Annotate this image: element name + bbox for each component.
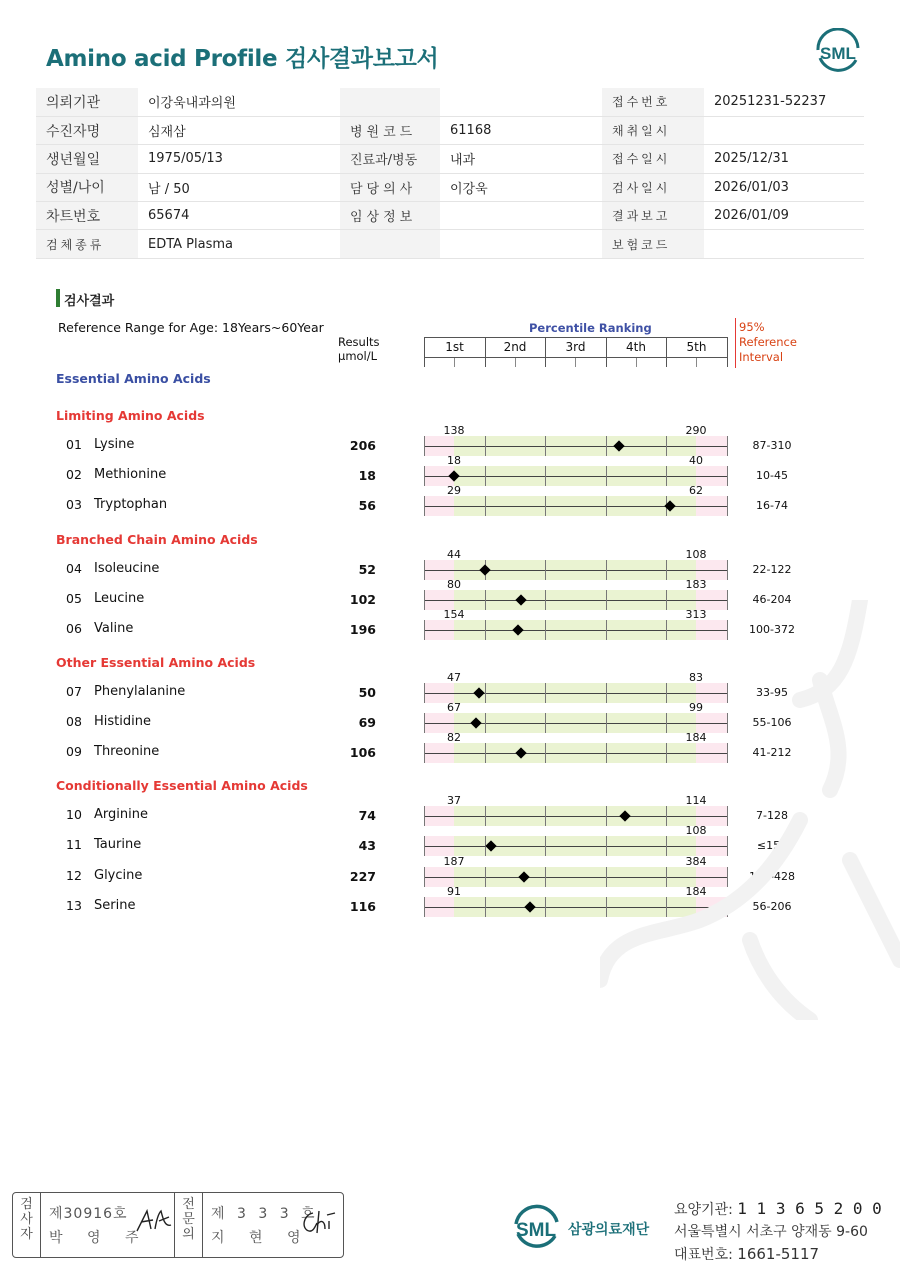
- info-row: [36, 230, 864, 258]
- sml-logo: [812, 28, 864, 76]
- specialist-cell: [203, 1193, 343, 1257]
- analyte-result: 52: [358, 562, 376, 577]
- info-label: 생년월일: [36, 145, 138, 173]
- phone-label: 대표번호:: [674, 1247, 733, 1263]
- tester-label: 검 사 자: [13, 1193, 41, 1257]
- specialist-signature: [299, 1207, 339, 1237]
- bar-tick: [606, 466, 607, 486]
- bar-tick: [424, 836, 425, 856]
- range-high-label: 108: [685, 548, 707, 561]
- phone-line: [674, 1244, 819, 1264]
- analyte-number: 10: [66, 807, 82, 822]
- analyte-result: 18: [358, 468, 376, 483]
- analyte-result: 106: [349, 745, 376, 760]
- info-value: [440, 230, 602, 258]
- axis-midtick: [575, 358, 576, 367]
- analyte-name: Serine: [94, 898, 136, 913]
- info-label: 차트번호: [36, 202, 138, 230]
- info-value: 심재삼: [138, 116, 340, 144]
- info-row: [36, 173, 864, 201]
- range-high-label: 184: [685, 885, 707, 898]
- range-low-label: 138: [443, 424, 465, 437]
- bar-tick: [424, 496, 425, 516]
- bar-tick: [727, 496, 728, 516]
- bar-tick: [424, 897, 425, 917]
- analyte-reference-interval: 22-122: [752, 563, 792, 576]
- reference-divider: [735, 318, 736, 368]
- range-high-label: 99: [689, 701, 703, 714]
- axis-midtick: [515, 358, 516, 367]
- info-value: 20251231-52237: [704, 88, 864, 116]
- bar-tick: [545, 683, 546, 703]
- axis-midtick: [636, 358, 637, 367]
- analyte-result: 227: [349, 869, 376, 884]
- analyte-name: Glycine: [94, 868, 143, 883]
- range-low-label: 67: [447, 701, 461, 714]
- ref-header-line3: Interval: [739, 350, 784, 364]
- ref-header-line1: 95%: [739, 320, 765, 334]
- percentile-bar: [424, 496, 728, 516]
- bar-tick: [606, 496, 607, 516]
- range-low-label: 82: [447, 731, 461, 744]
- info-value: 61168: [440, 116, 602, 144]
- bar-tick: [606, 560, 607, 580]
- bar-tick: [424, 436, 425, 456]
- bar-tick: [545, 836, 546, 856]
- info-label: 채취일시: [602, 116, 704, 144]
- bar-tick: [545, 743, 546, 763]
- percentile-bar: [424, 466, 728, 486]
- bar-tick: [424, 560, 425, 580]
- analyte-reference-interval: 10-45: [756, 469, 788, 482]
- analyte-number: 09: [66, 744, 82, 759]
- section-title: 검사결과: [64, 294, 115, 309]
- analyte-name: Methionine: [94, 467, 167, 482]
- analyte-result: 69: [358, 715, 376, 730]
- range-high-label: 62: [689, 484, 703, 497]
- bar-tick: [424, 683, 425, 703]
- info-value: 내과: [440, 145, 602, 173]
- bar-tick: [666, 560, 667, 580]
- reference-range-label: Reference Range for Age: 18Years~60Year: [58, 320, 324, 335]
- analyte-reference-interval: 33-95: [756, 686, 788, 699]
- bar-tick: [545, 867, 546, 887]
- sml-logo-text: SML: [820, 44, 856, 63]
- analyte-number: 12: [66, 868, 82, 883]
- bar-tick: [545, 897, 546, 917]
- results-header-line1: Results: [338, 335, 380, 349]
- results-header-line2: μmol/L: [338, 349, 378, 363]
- info-value: [440, 202, 602, 230]
- sml-footer-logo-text: SML: [515, 1220, 557, 1241]
- bar-tick: [485, 620, 486, 640]
- bar-tick: [666, 436, 667, 456]
- info-value: [704, 116, 864, 144]
- range-low-label: 91: [447, 885, 461, 898]
- analyte-reference-interval: 56-206: [752, 900, 792, 913]
- analyte-result: 74: [358, 808, 376, 823]
- analyte-name: Taurine: [94, 837, 142, 852]
- range-low-label: 154: [443, 608, 465, 621]
- info-value: [440, 88, 602, 116]
- bar-tick: [424, 590, 425, 610]
- info-label: 보험코드: [602, 230, 704, 258]
- info-label: 진료과/병동: [340, 145, 440, 173]
- info-value: 65674: [138, 202, 340, 230]
- bar-tick: [424, 867, 425, 887]
- phone-number: 1661-5117: [737, 1245, 820, 1263]
- info-value: 이강욱내과의원: [138, 88, 340, 116]
- bar-tick: [424, 806, 425, 826]
- analyte-reference-interval: 41-212: [752, 746, 792, 759]
- analyte-reference-interval: 16-74: [756, 499, 788, 512]
- range-low-label: 44: [447, 548, 461, 561]
- analyte-result: 50: [358, 685, 376, 700]
- bar-tick: [545, 496, 546, 516]
- bar-tick: [485, 897, 486, 917]
- range-low-label: 80: [447, 578, 461, 591]
- bar-tick: [485, 713, 486, 733]
- info-label: 결과보고: [602, 202, 704, 230]
- bar-midline: [424, 476, 728, 477]
- info-row: [36, 116, 864, 144]
- reference-interval-header: [739, 320, 797, 365]
- bar-midline: [424, 570, 728, 571]
- analyte-result: 102: [349, 592, 376, 607]
- bar-tick: [545, 590, 546, 610]
- group-heading: Branched Chain Amino Acids: [56, 532, 258, 547]
- bar-tick: [485, 806, 486, 826]
- bar-tick: [545, 466, 546, 486]
- sml-footer-logo: [510, 1200, 562, 1256]
- facility-number: 1 1 3 6 5 2 0 0: [737, 1199, 882, 1218]
- percentile-label: 1st: [445, 340, 464, 354]
- tester-license-no: 제30916호: [49, 1206, 128, 1222]
- range-high-label: 114: [685, 794, 707, 807]
- tester-cell: [41, 1193, 175, 1257]
- analyte-name: Leucine: [94, 591, 145, 606]
- bar-tick: [424, 743, 425, 763]
- percentile-label: 5th: [686, 340, 707, 354]
- range-high-label: 108: [685, 824, 707, 837]
- bar-tick: [666, 466, 667, 486]
- info-label: 수진자명: [36, 116, 138, 144]
- analyte-number: 04: [66, 561, 82, 576]
- bar-midline: [424, 446, 728, 447]
- bar-midline: [424, 506, 728, 507]
- tester-name: 박 영 주: [49, 1230, 149, 1246]
- bar-tick: [485, 867, 486, 887]
- analyte-reference-interval: 46-204: [752, 593, 792, 606]
- group-heading: Limiting Amino Acids: [56, 408, 205, 423]
- bar-tick: [424, 620, 425, 640]
- analyte-number: 11: [66, 837, 82, 852]
- bar-tick: [545, 436, 546, 456]
- axis-midtick: [454, 358, 455, 367]
- percentile-axis: [424, 337, 728, 369]
- analyte-reference-interval: ≤151: [756, 839, 788, 852]
- bar-tick: [545, 806, 546, 826]
- group-heading: Other Essential Amino Acids: [56, 655, 256, 670]
- percentile-bar: [424, 560, 728, 580]
- info-value: 2025/12/31: [704, 145, 864, 173]
- analyte-name: Phenylalanine: [94, 684, 186, 699]
- bar-tick: [545, 713, 546, 733]
- group-heading: Essential Amino Acids: [56, 371, 211, 386]
- analyte-number: 05: [66, 591, 82, 606]
- analyte-number: 13: [66, 898, 82, 913]
- info-value: 2026/01/03: [704, 173, 864, 201]
- organization-name: 삼광의료재단: [568, 1222, 650, 1238]
- info-label: 의뢰기관: [36, 88, 138, 116]
- bar-tick: [727, 436, 728, 456]
- bar-tick: [424, 466, 425, 486]
- analyte-name: Threonine: [94, 744, 160, 759]
- info-label: [340, 230, 440, 258]
- info-label: 검체종류: [36, 230, 138, 258]
- analyte-number: 06: [66, 621, 82, 636]
- info-value: 2026/01/09: [704, 202, 864, 230]
- info-value: EDTA Plasma: [138, 230, 340, 258]
- specialist-license-no: 제 3 3 3 호: [211, 1206, 319, 1222]
- bar-tick: [606, 436, 607, 456]
- bar-tick: [485, 436, 486, 456]
- watermark-graphic: [600, 600, 900, 1020]
- tester-signature: [135, 1207, 173, 1235]
- bar-tick: [545, 620, 546, 640]
- info-label: 접수일시: [602, 145, 704, 173]
- analyte-name: Isoleucine: [94, 561, 160, 576]
- percentile-label: 3rd: [565, 340, 586, 354]
- patient-info-table: [36, 88, 864, 259]
- analyte-result: 196: [349, 622, 376, 637]
- results-header: [338, 335, 380, 363]
- analyte-reference-interval: 7-128: [756, 809, 788, 822]
- info-row: [36, 202, 864, 230]
- range-low-label: 37: [447, 794, 461, 807]
- bar-tick: [485, 496, 486, 516]
- analyte-name: Histidine: [94, 714, 151, 729]
- analyte-reference-interval: 100-372: [749, 623, 795, 636]
- section-marker: [56, 289, 60, 307]
- analyte-number: 03: [66, 497, 82, 512]
- percentile-label: 2nd: [503, 340, 527, 354]
- bar-tick: [727, 560, 728, 580]
- info-row: [36, 88, 864, 116]
- percentile-bar: [424, 436, 728, 456]
- analyte-number: 07: [66, 684, 82, 699]
- analyte-name: Arginine: [94, 807, 148, 822]
- info-label: 임상정보: [340, 202, 440, 230]
- range-high-label: 183: [685, 578, 707, 591]
- analyte-result: 116: [349, 899, 376, 914]
- range-low-label: 47: [447, 671, 461, 684]
- percentile-ranking-title: Percentile Ranking: [529, 321, 652, 335]
- range-high-label: 313: [685, 608, 707, 621]
- info-value: 1975/05/13: [138, 145, 340, 173]
- bar-tick: [485, 743, 486, 763]
- info-value: 남 / 50: [138, 173, 340, 201]
- percentile-label: 4th: [626, 340, 646, 354]
- range-high-label: 83: [689, 671, 703, 684]
- info-row: [36, 145, 864, 173]
- bar-tick: [545, 560, 546, 580]
- report-title: Amino acid Profile 검사결과보고서: [46, 46, 439, 72]
- analyte-reference-interval: 114-428: [749, 870, 795, 883]
- info-label: [340, 88, 440, 116]
- info-label: 병원코드: [340, 116, 440, 144]
- analyte-result: 43: [358, 838, 376, 853]
- info-value: [704, 230, 864, 258]
- range-high-label: 290: [685, 424, 707, 437]
- range-high-label: 40: [689, 454, 703, 467]
- info-label: 담당의사: [340, 173, 440, 201]
- analyte-result: 56: [358, 498, 376, 513]
- info-label: 검사일시: [602, 173, 704, 201]
- signature-box: [12, 1192, 344, 1258]
- analyte-name: Tryptophan: [94, 497, 168, 512]
- analyte-reference-interval: 55-106: [752, 716, 792, 729]
- facility-line: [674, 1199, 882, 1219]
- bar-tick: [424, 713, 425, 733]
- analyte-number: 08: [66, 714, 82, 729]
- analyte-result: 206: [349, 438, 376, 453]
- analyte-number: 01: [66, 437, 82, 452]
- axis-midtick: [696, 358, 697, 367]
- facility-label: 요양기관:: [674, 1202, 733, 1218]
- analyte-number: 02: [66, 467, 82, 482]
- axis-divider: [727, 337, 728, 367]
- info-label: 접수번호: [602, 88, 704, 116]
- address-line: 서울특별시 서초구 양재동 9-60: [674, 1224, 868, 1240]
- specialist-label: 전 문 의: [175, 1193, 203, 1257]
- info-label: 성별/나이: [36, 173, 138, 201]
- bar-tick: [485, 590, 486, 610]
- group-heading: Conditionally Essential Amino Acids: [56, 778, 308, 793]
- range-low-label: 18: [447, 454, 461, 467]
- range-high-label: 384: [685, 855, 707, 868]
- analyte-name: Valine: [94, 621, 134, 636]
- info-value: 이강욱: [440, 173, 602, 201]
- bar-tick: [485, 466, 486, 486]
- range-low-label: 29: [447, 484, 461, 497]
- specialist-name: 지 현 영: [211, 1230, 311, 1246]
- analyte-reference-interval: 87-310: [752, 439, 792, 452]
- analyte-name: Lysine: [94, 437, 135, 452]
- range-low-label: 187: [443, 855, 465, 868]
- ref-header-line2: Reference: [739, 335, 797, 349]
- range-high-label: 184: [685, 731, 707, 744]
- bar-tick: [727, 466, 728, 486]
